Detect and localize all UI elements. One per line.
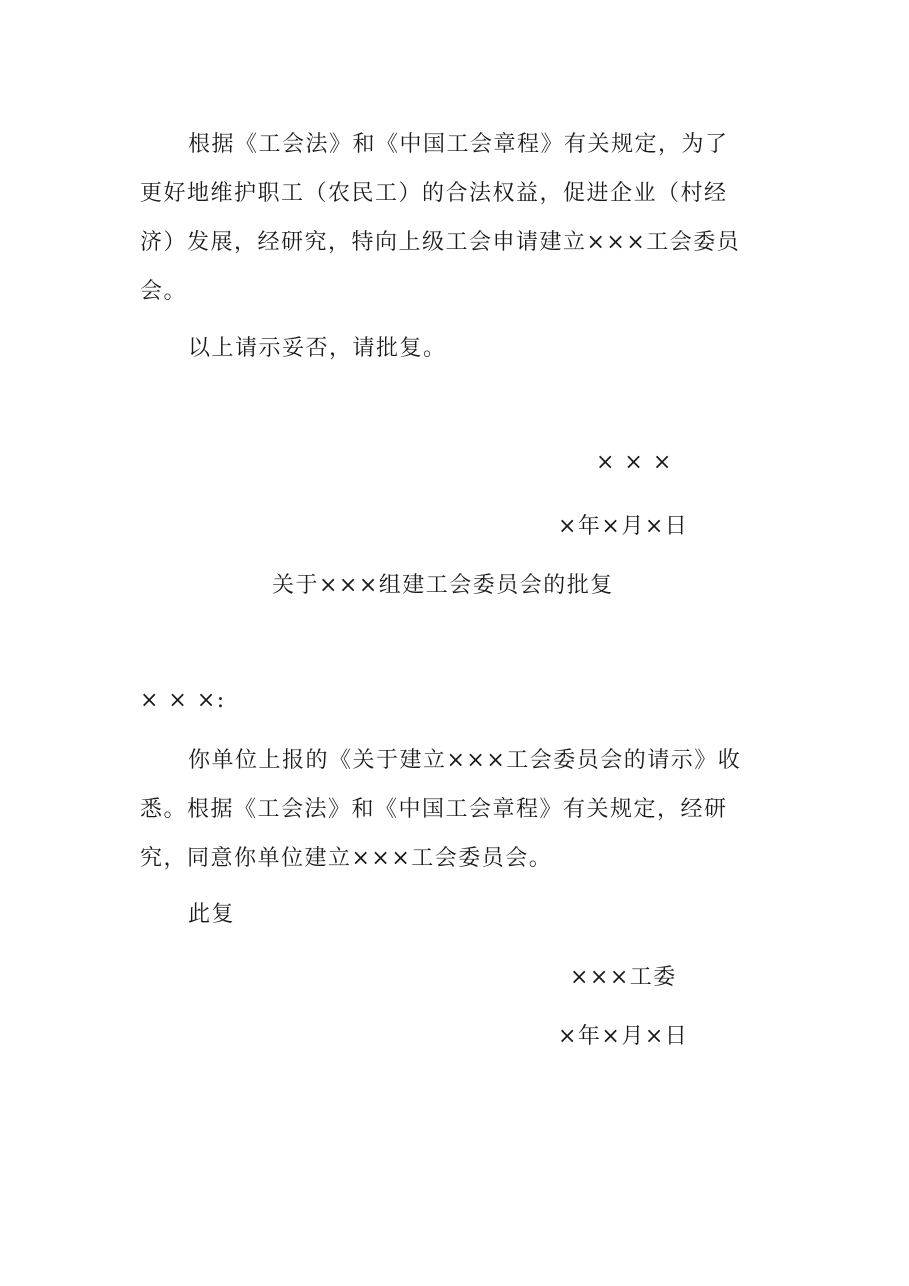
request-signature: × × ×	[596, 450, 673, 475]
request-date: ×年×月×日	[558, 514, 689, 539]
reply-closing-line: 此复	[188, 902, 236, 927]
reply-date: ×年×月×日	[558, 1024, 689, 1049]
reply-salutation: × × ×:	[140, 688, 226, 713]
reply-body-paragraph: 你单位上报的《关于建立×××工会委员会的请示》收悉。根据《工会法》和《中国工会章程》有关规定，经研究，同意你单位建立×××工会委员会。	[140, 748, 742, 871]
reply-title: 关于×××组建工会委员会的批复	[272, 573, 614, 598]
reply-signature: ×××工委	[570, 965, 677, 990]
request-closing-line: 以上请示妥否，请批复。	[188, 336, 447, 361]
request-body-paragraph: 根据《工会法》和《中国工会章程》有关规定，为了更好地维护职工（农民工）的合法权益，促进企业（村经济）发展，经研究，特向上级工会申请建立×××工会委员会。	[140, 132, 741, 304]
